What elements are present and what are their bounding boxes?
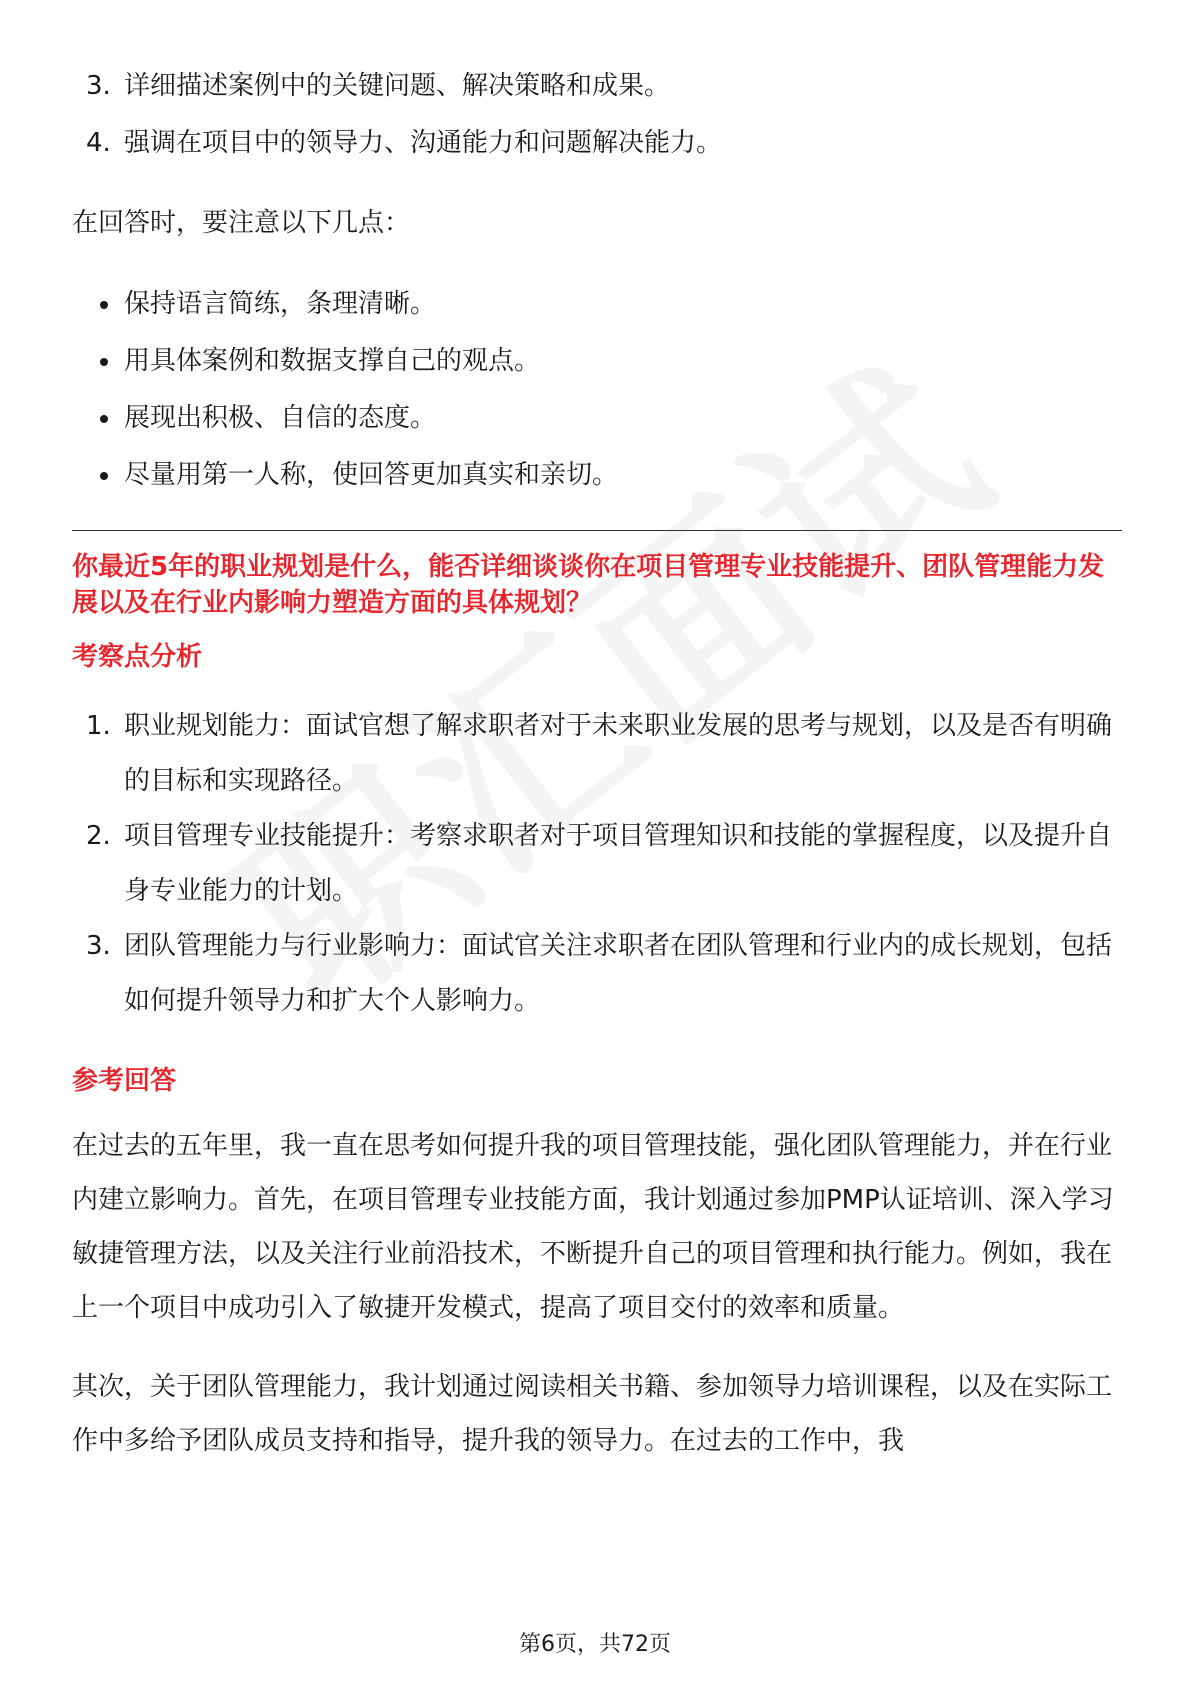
bullet-icon	[100, 301, 108, 309]
list-text: 展现出积极、自信的态度。	[124, 403, 437, 433]
list-item	[72, 333, 1122, 390]
list-text: 项目管理专业技能提升：考察求职者对于项目管理知识和技能的掌握程度，以及提升自身专业能力的计划。	[124, 821, 1113, 906]
section-divider	[72, 530, 1122, 531]
answer-paragraph: 在过去的五年里，我一直在思考如何提升我的项目管理技能，强化团队管理能力，并在行业内建立影响力。首先，在项目管理专业技能方面，我计划通过参加PMP认证培训、深入学习敏捷管理方法，以及关注行业前沿技术，不断提升自己的项目管理和执行能力。例如，我在上一个项目中成功引入了敏捷开发模式，提高了项目交付的效率和质量。	[72, 1131, 1114, 1323]
list-number: 3.	[86, 931, 111, 961]
list-number: 3.	[86, 71, 111, 101]
list-item	[72, 276, 1122, 333]
list-item	[72, 699, 1122, 809]
list-text: 详细描述案例中的关键问题、解决策略和成果。	[124, 71, 671, 101]
bullet-icon	[100, 415, 108, 423]
list-text: 强调在项目中的领导力、沟通能力和问题解决能力。	[124, 128, 723, 158]
list-text: 团队管理能力与行业影响力：面试官关注求职者在团队管理和行业内的成长规划，包括如何提升领导力和扩大个人影响力。	[124, 931, 1113, 1016]
list-item	[72, 58, 1122, 115]
analysis-heading: 考察点分析	[72, 642, 203, 672]
answer-heading: 参考回答	[72, 1066, 177, 1096]
question-title: 你最近5年的职业规划是什么，能否详细谈谈你在项目管理专业技能提升、团队管理能力发展以及在行业内影响力塑造方面的具体规划？	[72, 552, 1105, 618]
page-content	[72, 58, 1122, 1468]
list-item	[72, 115, 1122, 172]
list-text: 用具体案例和数据支撑自己的观点。	[124, 346, 541, 376]
bullet-icon	[100, 358, 108, 366]
analysis-list	[72, 699, 1122, 1029]
notes-bullet-list	[72, 276, 1122, 504]
list-item	[72, 390, 1122, 447]
list-number: 1.	[86, 711, 111, 741]
list-item	[72, 447, 1122, 504]
list-item	[72, 809, 1122, 919]
list-text: 保持语言简练，条理清晰。	[124, 289, 437, 319]
list-text: 尽量用第一人称，使回答更加真实和亲切。	[124, 460, 619, 490]
list-number: 2.	[86, 821, 111, 851]
page-footer: 第6页，共72页	[519, 1632, 671, 1657]
list-number: 4.	[86, 128, 111, 158]
answer-paragraph: 其次，关于团队管理能力，我计划通过阅读相关书籍、参加领导力培训课程，以及在实际工作中多给予团队成员支持和指导，提升我的领导力。在过去的工作中，我	[72, 1372, 1113, 1456]
list-text: 职业规划能力：面试官想了解求职者对于未来职业发展的思考与规划，以及是否有明确的目标和实现路径。	[124, 711, 1113, 796]
bullet-icon	[100, 472, 108, 480]
notes-intro: 在回答时，要注意以下几点：	[72, 208, 411, 238]
list-item	[72, 919, 1122, 1029]
top-numbered-list	[72, 58, 1122, 172]
